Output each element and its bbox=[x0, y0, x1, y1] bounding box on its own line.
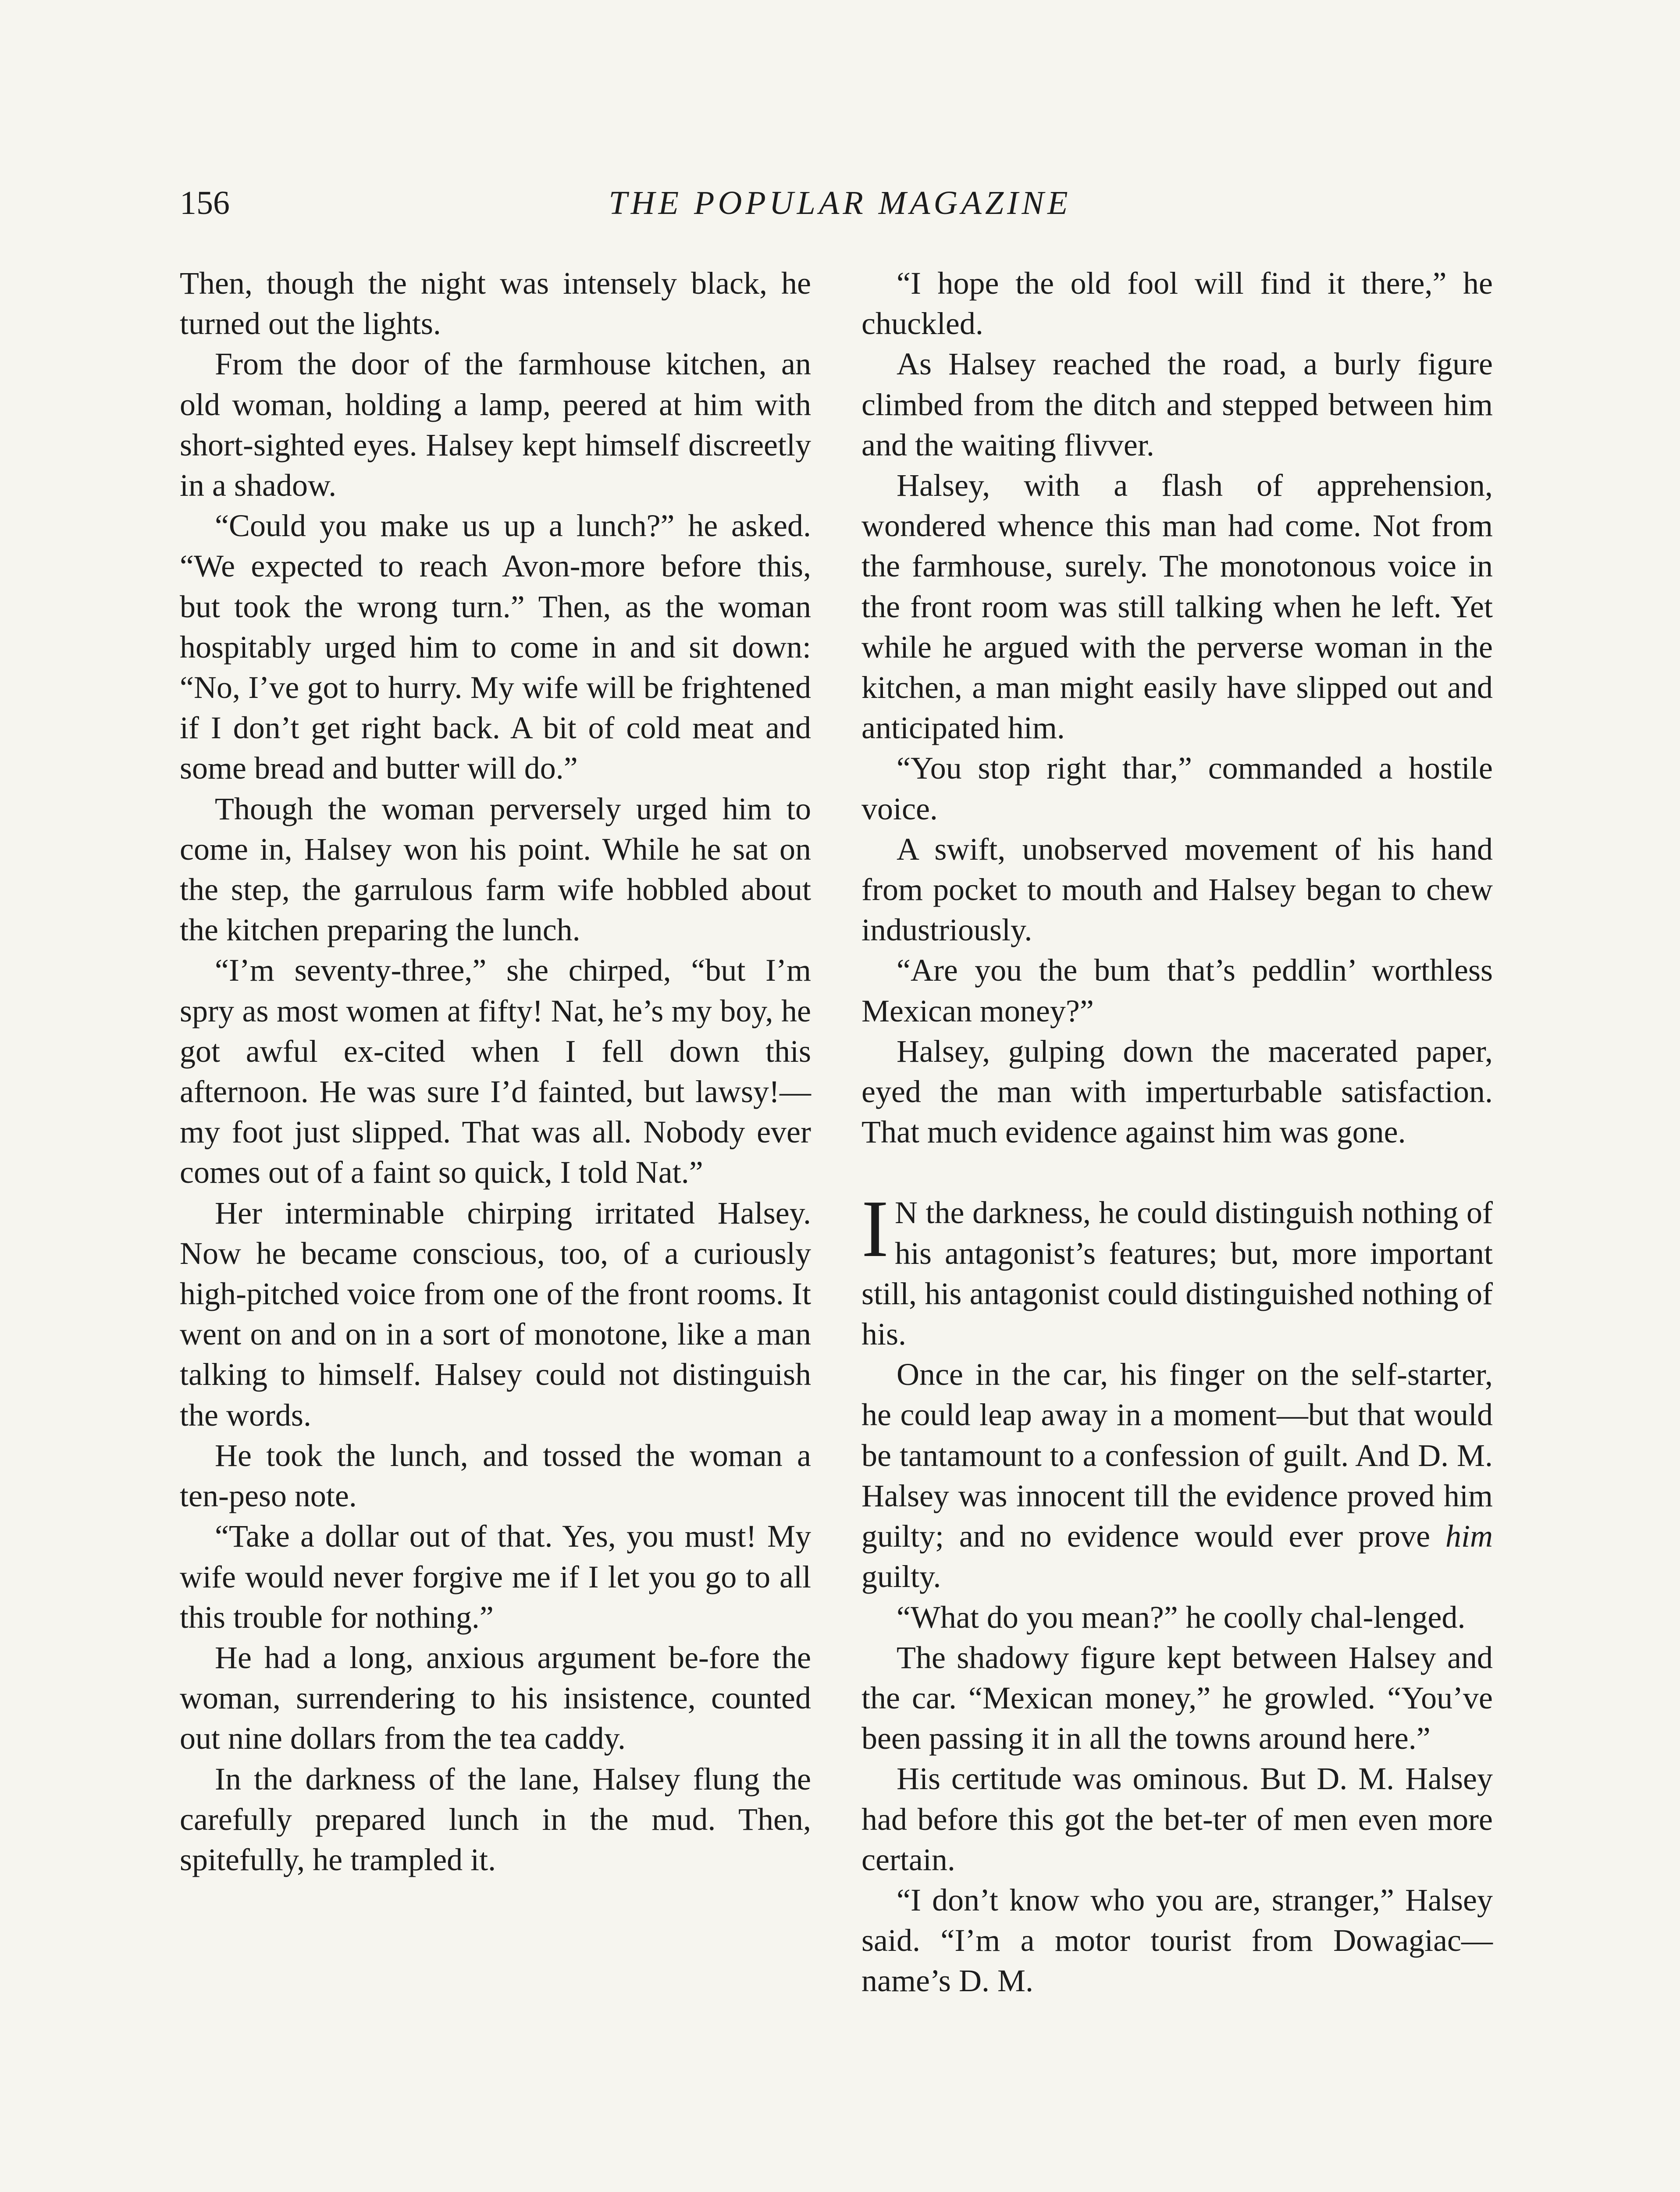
page-header bbox=[180, 186, 1500, 239]
drop-cap: I bbox=[861, 1184, 889, 1274]
opening-text: N the darkness, he could distinguish nothing of his antagonist’s features; but, more important still, his antagonist could distinguished nothing of his. bbox=[861, 1195, 1493, 1352]
paragraph: A swift, unobserved movement of his hand from pocket to mouth and Halsey began to chew industriously. bbox=[861, 831, 1493, 948]
paragraph: Halsey, with a flash of apprehension, wondered whence this man had come. Not from the farmhouse, surely. The monotonous voice in the front room was still talking when he left. Yet while he argued with the perverse woman in the kitchen, a man might easily have slipped out and anticipated him. bbox=[861, 468, 1493, 746]
page-number: 156 bbox=[180, 185, 230, 221]
paragraph: As Halsey reached the road, a burly figure climbed from the ditch and stepped between him and the waiting flivver. bbox=[861, 346, 1493, 463]
paragraph: “I’m seventy-three,” she chirped, “but I’m spry as most women at fifty! Nat, he’s my boy, he got awful ex-cited when I fell down this afternoon. He was sure I’d fainted, but lawsy!—my foot just slipped. That was all. Nobody ever comes out of a faint so quick, I told Nat.” bbox=[180, 953, 811, 1190]
paragraph: Then, though the night was intensely black, he turned out the lights. bbox=[180, 266, 811, 342]
paragraph: “Could you make us up a lunch?” he asked. “We expected to reach Avon-more before this, but took the wrong turn.” Then, as the woman hospitably urged him to come in and sit down: “No, I’ve got to hurry. My wife will be frightened if I don’t get right back. A bit of cold meat and some bread and butter will do.” bbox=[180, 508, 811, 786]
text-run: guilty. bbox=[861, 1559, 941, 1594]
paragraph: “What do you mean?” he coolly chal-lenged. bbox=[897, 1599, 1466, 1635]
running-title: THE POPULAR MAGAZINE bbox=[609, 185, 1071, 221]
paragraph: Though the woman perversely urged him to come in, Halsey won his point. While he sat on the step, the garrulous farm wife hobbled about the kitchen preparing the lunch. bbox=[180, 791, 811, 948]
paragraph: In the darkness of the lane, Halsey flung the carefully prepared lunch in the mud. Then, spitefully, he trampled it. bbox=[180, 1761, 811, 1877]
paragraph: He had a long, anxious argument be-fore the woman, surrendering to his insistence, counted out nine dollars from the tea caddy. bbox=[180, 1640, 811, 1756]
paragraph: His certitude was ominous. But D. M. Halsey had before this got the bet-ter of men even more certain. bbox=[861, 1761, 1493, 1877]
paragraph: “I hope the old fool will find it there,” he chuckled. bbox=[861, 266, 1493, 342]
paragraph: “You stop right thar,” commanded a hostile voice. bbox=[861, 751, 1493, 826]
paragraph: “Are you the bum that’s peddlin’ worthless Mexican money?” bbox=[861, 953, 1493, 1028]
paragraph: He took the lunch, and tossed the woman a ten-peso note. bbox=[180, 1438, 811, 1514]
left-column bbox=[180, 263, 811, 1880]
paragraph bbox=[861, 1354, 1493, 1597]
italic-emphasis: him bbox=[1445, 1519, 1493, 1554]
paragraph: “Take a dollar out of that. Yes, you must! My wife would never forgive me if I let you go to all this trouble for nothing.” bbox=[180, 1519, 811, 1635]
text-run: Once in the car, his finger on the self-starter, he could leap away in a moment—but that would be tantamount to a confession of guilt. And D. M. Halsey was innocent till the evidence proved him guilty; and no evidence would ever prove bbox=[861, 1357, 1493, 1554]
right-column bbox=[861, 263, 1493, 2001]
paragraph: “I don’t know who you are, stranger,” Halsey said. “I’m a motor tourist from Dowagiac—name’s D. M. bbox=[861, 1882, 1493, 1999]
paragraph: Halsey, gulping down the macerated paper, eyed the man with imperturbable satisfaction. That much evidence against him was gone. bbox=[861, 1033, 1493, 1150]
paragraph: Her interminable chirping irritated Halsey. Now he became conscious, too, of a curiously high-pitched voice from one of the front rooms. It went on and on in a sort of monotone, like a man talking to himself. Halsey could not distinguish the words. bbox=[180, 1195, 811, 1433]
section-opening-paragraph bbox=[861, 1184, 1493, 1354]
paragraph: From the door of the farmhouse kitchen, an old woman, holding a lamp, peered at him with short-sighted eyes. Halsey kept himself discreetly in a shadow. bbox=[180, 346, 811, 503]
paragraph: The shadowy figure kept between Halsey and the car. “Mexican money,” he growled. “You’ve been passing it in all the towns around here.” bbox=[861, 1640, 1493, 1756]
